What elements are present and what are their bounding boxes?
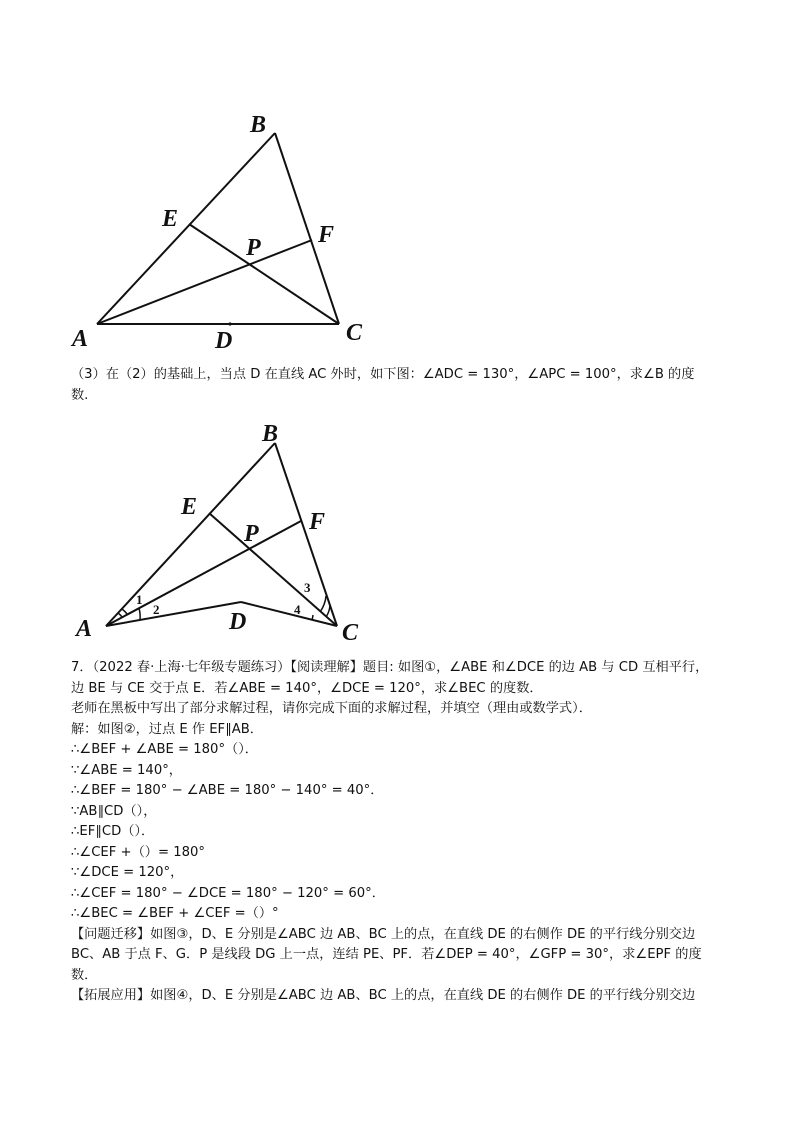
q7-line-17: 【拓展应用】如图④，D、E 分别是∠ABC 边 AB、BC 上的点，在直线 DE 的右侧作 DE 的平行线分别交边: [71, 988, 696, 1003]
angle-label-4: 4: [294, 602, 301, 617]
q7-line-7: ∴∠BEF = 180° − ∠ABE = 180° − 140° = 40°．: [71, 783, 384, 798]
label-b: B: [262, 421, 279, 447]
label-a: A: [72, 326, 89, 352]
q7-line-15: BC、AB 于点 F、G．P 是线段 DG 上一点，连结 PE、PF．若∠DEP = 40°，∠GFP = 30°，求∠EPF 的度: [71, 947, 702, 962]
q7-line-5: ∴∠BEF + ∠ABE = 180°（）．: [71, 742, 258, 757]
angle-arc-3: [320, 596, 326, 612]
q7-line-9: ∴EF∥CD（）．: [71, 824, 155, 839]
angle-label-2: 2: [153, 602, 160, 617]
q7-line-14: 【问题迁移】如图③，D、E 分别是∠ABC 边 AB、BC 上的点，在直线 DE 的右侧作 DE 的平行线分别交边: [71, 926, 696, 942]
label-p: P: [244, 521, 259, 547]
angle-arc-3b: [326, 605, 330, 617]
part3-line-2: 数.: [71, 387, 89, 403]
q7-line-2: 边 BE 与 CE 交于点 E．若∠ABE = 140°，∠DCE = 120°，求∠BEC 的度数．: [71, 680, 543, 696]
angle-label-1: 1: [136, 592, 143, 607]
q7-line-8: ∵AB∥CD（），: [71, 803, 157, 819]
label-f: F: [309, 509, 326, 535]
q7-line-11: ∵∠DCE = 120°，: [71, 865, 184, 880]
label-e: E: [162, 206, 179, 232]
label-c: C: [346, 320, 363, 346]
q7-line-1: 7．（2022 春·上海·七年级专题练习）【阅读理解】题目: 如图①，∠ABE 和∠DCE 的边 AB 与 CD 互相平行，: [71, 660, 709, 675]
label-p: P: [246, 235, 261, 261]
part3-line-1: （3）在（2）的基础上，当点 D 在直线 AC 外时，如下图：∠ADC = 130°，∠APC = 100°，求∠B 的度: [71, 367, 695, 382]
angle-arc-4: [312, 615, 313, 620]
q7-line-12: ∴∠CEF = 180° − ∠DCE = 180° − 120° = 60°．: [71, 885, 385, 901]
label-f: F: [318, 222, 335, 248]
q7-line-6: ∵∠ABE = 140°，: [71, 762, 182, 778]
q7-line-10: ∴∠CEF +（）= 180°: [71, 844, 205, 860]
label-c: C: [342, 620, 359, 646]
q7-line-3: 老师在黑板中写出了部分求解过程，请你完成下面的求解过程，并填空（理由或数学式）．: [71, 701, 592, 716]
label-b: B: [250, 112, 267, 138]
question-7-text: [71, 658, 731, 1007]
angle-arc-1: [122, 609, 127, 614]
label-d: D: [229, 609, 247, 635]
label-a: A: [76, 616, 93, 642]
angle-label-3: 3: [304, 580, 311, 595]
angle-arc-2: [139, 608, 140, 620]
q7-line-16: 数．: [71, 967, 98, 983]
label-e: E: [181, 494, 198, 520]
angle-arc-1b: [118, 613, 122, 617]
q7-line-4: 解：如图②，过点 E 作 EF∥AB．: [71, 721, 263, 737]
q7-line-13: ∴∠BEC = ∠BEF + ∠CEF =（）°: [71, 906, 279, 921]
label-d: D: [215, 328, 233, 354]
